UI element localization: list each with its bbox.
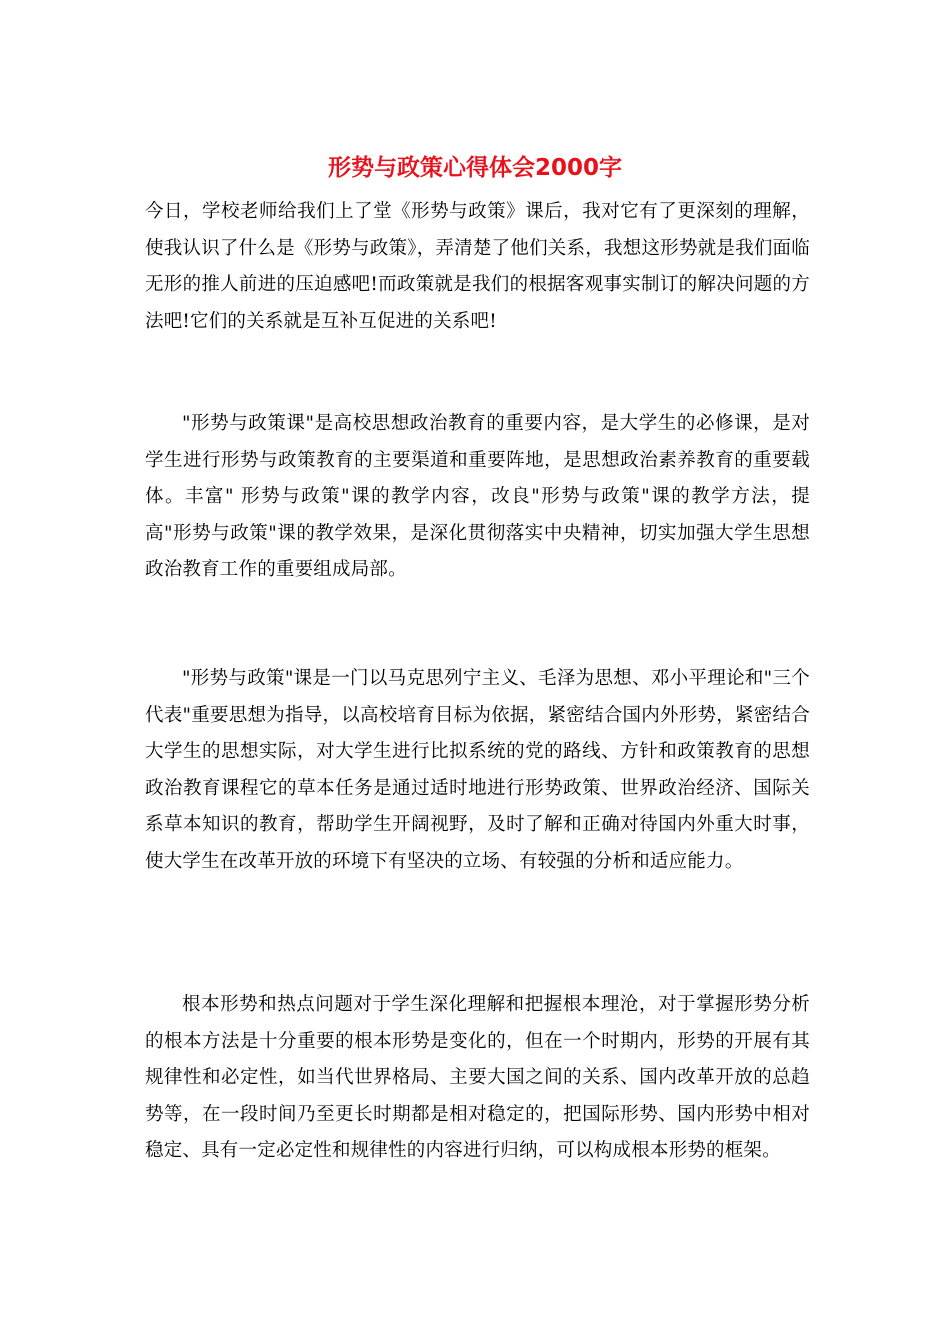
paragraph-2: "形势与政策课"是高校思想政治教育的重要内容，是大学生的必修课，是对学生进行形势与政策教育的主要渠道和重要阵地，是思想政治素养教育的重要载体。丰富" 形势与政策"课的教学内容，改良"形势与政策"课的教学方法，提高"形势与政策"课的教学效果，是深化贯彻落实中央精神，切实加强大学生思想政治教育工作的重要组成局部。 [145, 413, 810, 580]
paragraph-3: "形势与政策"课是一门以马克思列宁主义、毛泽为思想、邓小平理论和"三个代表"重要思想为指导，以高校培育目标为依据，紧密结合国内外形势，紧密结合大学生的思想实际，对大学生进行比拟系统的党的路线、方针和政策教育的思想政治教育课程它的草本任务是通过适时地进行形势政策、世界政治经济、国际关系草本知识的教育，帮助学生开阔视野，及时了解和正确对待国内外重大时事，使大学生在改革开放的环境下有坚决的立场、有较强的分析和适应能力。 [145, 668, 810, 872]
paragraph-4: 根本形势和热点问题对于学生深化理解和把握根本理沧，对于掌握形势分析的根本方法是十分重要的根本形势是变化的，但在一个时期内，形势的开展有其规律性和必定性，如当代世界格局、主要大国之间的关系、国内改革开放的总趋势等，在一段时间乃至更长时期都是相对稳定的，把国际形势、国内形势中相对稳定、具有一定必定性和规律性的内容进行归纳，可以构成根本形势的框架。 [145, 994, 810, 1161]
paragraph-1: 今日，学校老师给我们上了堂《形势与政策》课后，我对它有了更深刻的理解，使我认识了什么是《形势与政策》，弄清楚了他们关系，我想这形势就是我们面临无形的推人前进的压迫感吧!而政策就是我们的根据客观事实制订的解决问题的方法吧!它们的关系就是互补互促进的关系吧! [145, 201, 810, 332]
document-title: 形势与政策心得体会2000字 [327, 155, 622, 181]
